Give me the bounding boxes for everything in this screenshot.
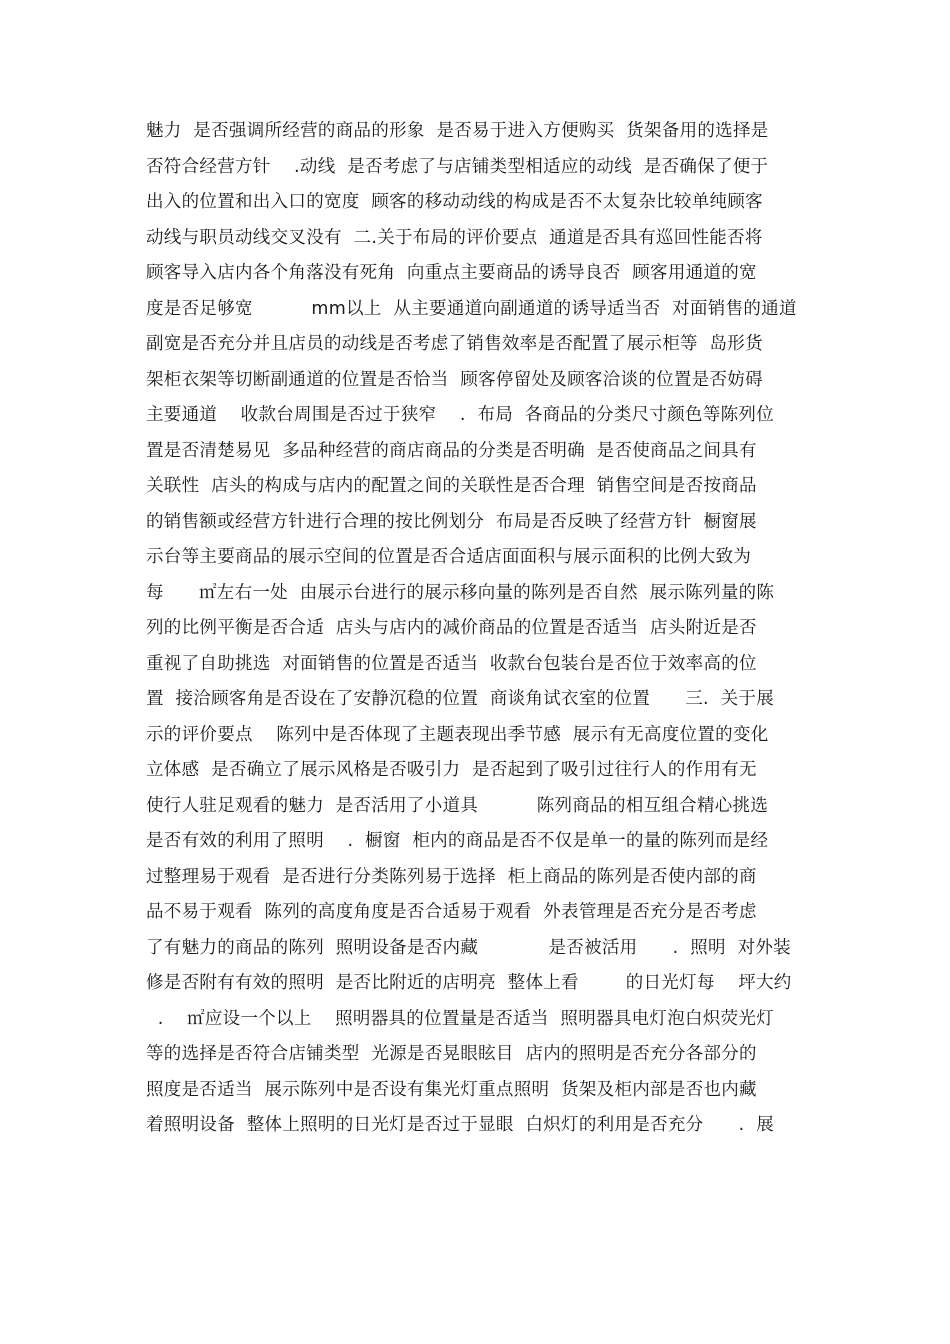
text-line: 架柜衣架等切断副通道的位置是否恰当 顾客停留处及顾客洽谈的位置是否妨碍 [146,369,763,390]
text-line: 了有魅力的商品的陈列 照明设备是否内藏 是否被活用 . 照明 对外装 [146,937,791,958]
text-line: 着照明设备 整体上照明的日光灯是否过于显眼 白炽灯的利用是否充分 . 展 [146,1115,775,1135]
text-line: 置是否清楚易见 多品种经营的商店商品的分类是否明确 是否使商品之间具有 [146,440,757,461]
text-line: 使行人驻足观看的魅力 是否活用了小道具 陈列商品的相互组合精心挑选 [146,795,769,816]
text-line: 每 ㎡左右一处 由展示台进行的展示移向量的陈列是否自然 展示陈列量的陈 [146,582,775,603]
text-line: 主要通道 收款台周围是否过于狭窄 . 布局 各商品的分类尺寸颜色等陈列位 [146,405,775,425]
text-line: 品不易于观看 陈列的高度角度是否合适易于观看 外表管理是否充分是否考虑 [146,902,757,922]
text-line: 立体感 是否确立了展示风格是否吸引力 是否起到了吸引过往行人的作用有无 [146,760,757,780]
text-line: 照度是否适当 展示陈列中是否设有集光灯重点照明 货架及柜内部是否也内藏 [146,1079,757,1100]
text-line: 顾客导入店内各个角落没有死角 向重点主要商品的诱导良否 顾客用通道的宽 [146,263,757,283]
text-line: 列的比例平衡是否合适 店头与店内的减价商品的位置是否适当 店头附近是否 [146,618,757,638]
text-line: 度是否足够宽 mm以上 从主要通道向副通道的诱导适当否 对面销售的通道 [146,298,797,319]
text-line: 魅力 是否强调所经营的商品的形象 是否易于进入方便购买 货架备用的选择是 [146,121,769,141]
text-line: 关联性 店头的构成与店内的配置之间的关联性是否合理 销售空间是否按商品 [146,476,757,496]
text-line: . ㎡应设一个以上 照明器具的位置量是否适当 照明器具电灯泡白炽荧光灯 [146,1008,775,1029]
text-line: 出入的位置和出入口的宽度 顾客的移动动线的构成是否不太复杂比较单纯顾客 [146,192,763,212]
text-line: 的销售额或经营方针进行合理的按比例划分 布局是否反映了经营方针 橱窗展 [146,511,757,532]
text-line: 副宽是否充分并且店员的动线是否考虑了销售效率是否配置了展示柜等 岛形货 [146,334,763,354]
text-line: 重视了自助挑选 对面销售的位置是否适当 收款台包装台是否位于效率高的位 [146,653,757,674]
text-line: 示的评价要点 陈列中是否体现了主题表现出季节感 展示有无高度位置的变化 [146,724,769,745]
text-line: 过整理易于观看 是否进行分类陈列易于选择 柜上商品的陈列是否使内部的商 [146,866,757,887]
text-line: 是否有效的利用了照明 . 橱窗 柜内的商品是否不仅是单一的量的陈列而是经 [146,831,769,851]
text-line: 修是否附有有效的照明 是否比附近的店明亮 整体上看 的日光灯每 坪大约 [146,973,792,993]
text-line: 示台等主要商品的展示空间的位置是否合适店面面积与展示面积的比例大致为 [146,547,752,567]
text-line: 动线与职员动线交叉没有 二.关于布局的评价要点 通道是否具有巡回性能否将 [146,227,763,248]
text-line: 否符合经营方针 .动线 是否考虑了与店铺类型相适应的动线 是否确保了便于 [146,156,769,177]
text-line: 置 接洽顾客角是否设在了安静沉稳的位置 商谈角试衣室的位置 三. 关于展 [146,689,775,709]
text-line: 等的选择是否符合店铺类型 光源是否晃眼眩目 店内的照明是否充分各部分的 [146,1044,757,1064]
body-text [146,114,816,1144]
